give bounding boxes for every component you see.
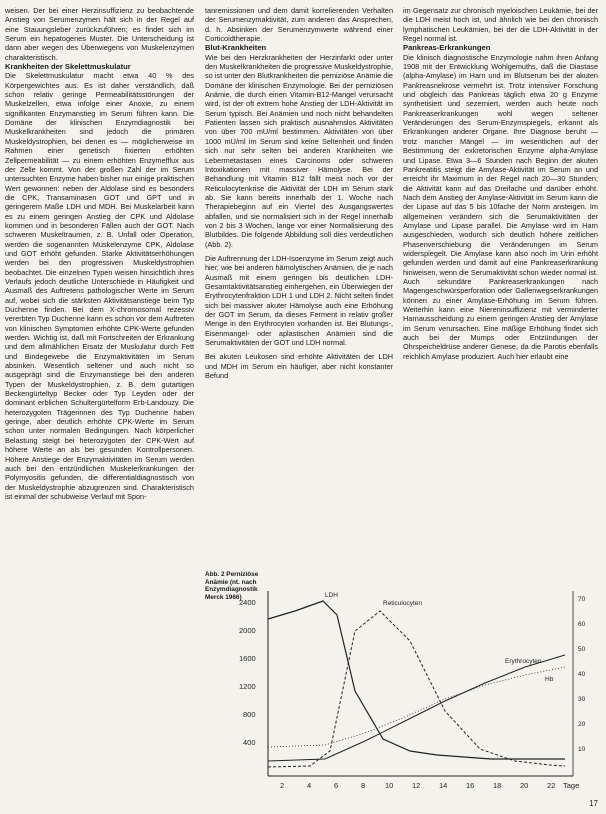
- section-heading: Pankreas-Erkrankungen: [403, 43, 491, 53]
- paragraph: weisen. Der bei einer Herzinsuffizienz zu beobachtende Anstieg von Serumenzymen hält sich in der Regel auf eine Stauungsleber zurückzuführen; es findet sich im Serum ein hepatogenes Muster. Die Unterscheidung ist dann aber wegen des Überwiegens von Muskelenzymen charakteristisch.: [5, 6, 194, 62]
- erythrocyte-curve: [268, 655, 565, 761]
- right-tick: 70: [578, 596, 586, 603]
- reticulocyte-curve: [268, 611, 565, 767]
- paragraph: Die Auftrennung der LDH-Isoenzyme im Serum zeigt auch hier, wie bei anderen hämolytischen Anämien, die je nach Ausmaß mit einem geringen bis deutlichen LDH-Gesamtaktivitätsanstieg einhergehen, ein Überwiegen der Erythrocytenfraktion LDH 1 und LDH 2. Nicht selten findet sich bei massiver akuter Hämolyse auch eine Erhöhung der GOT im Serum, da dieses Ferment in relativ großer Menge in den Erythrocyten vorhanden ist. Bei Blutungs-, Eisenmangel- oder aplastischen Anämien sind die Serumaktivitäten der GOT und LDH normal.: [205, 253, 393, 348]
- right-tick: 10: [578, 746, 586, 753]
- paragraph: Bei akuten Leukosen sind erhöhte Aktivitäten der LDH und MDH im Serum ein häufiger, aber nicht konstanter Befund: [205, 352, 393, 381]
- column-2: [205, 6, 393, 380]
- column-1: [5, 6, 194, 501]
- x-tick: 18: [493, 781, 502, 790]
- right-tick: 20: [578, 721, 586, 728]
- y-tick: 400: [243, 738, 256, 747]
- section-heading: Krankheiten der Skelettmuskulatur: [5, 62, 131, 72]
- paragraph: im Gegensatz zur chronisch myeloischen Leukämie, bei der die LDH meist hoch ist, und ähnlich wie bei den chronisch lymphatischen Leukämien, bei der die LDH-Aktivität in der Regel normal ist.: [403, 6, 598, 44]
- paragraph: Wie bei den Herzkrankheiten der Herzinfarkt oder unter den Muskelkrankheiten die progressive Muskeldystrophie, so ist unter den Blutkrankheiten die perniziöse Anämie die Domäne der klinischen Enzymologie. Bei der perniziösen Anämie, die durch einen Vitamin-B12-Mangel verursacht wird, ist der oft extrem hohe Anstieg der LDH-Aktivität im Serum typisch. Bei Anämien und noch nicht behandelten Patienten lassen sich praktisch ausnahmslos Aktivitäten von über 700 mU/ml bestimmen. Aktivitäten von über 1000 mU/ml im Serum sind keine Seltenheit und finden sich nur sehr selten bei anderen Krankheiten wie Lebermetastasen eines Carcinoms oder schweren Intoxikationen mit massiver Hämolyse. Bei der Behandlung mit Vitamin B12 fällt meist noch vor der Reticulocytenkrise die Aktivität der LDH im Serum stark ab. Sie kann bereits innerhalb der 1. Woche nach Therapiebeginn auf ein Viertel des Ausgangswertes abfallen, und sie normalisiert sich in der Regel innerhalb von 2 bis 3 Wochen, lange vor einer Normalisierung des Blutbildes. Die folgende Abbildung soll dies verdeutlichen (Abb. 2).: [205, 52, 393, 249]
- x-tick: 20: [520, 781, 529, 790]
- x-tick: 10: [385, 781, 394, 790]
- right-tick: 60: [578, 621, 586, 628]
- y-tick: 2000: [239, 626, 256, 635]
- figure-caption: Abb. 2 Perniziöse Anämie (nt. nach Enzymdiagnostik Merck 1966): [205, 571, 259, 601]
- x-unit: Tage: [563, 781, 580, 790]
- x-tick: 22: [547, 781, 556, 790]
- figure-plot: [205, 571, 598, 799]
- curve-label-erythrocytes: Erythrocyten: [505, 658, 542, 665]
- x-tick: 12: [412, 781, 421, 790]
- curve-label-hb: Hb: [545, 676, 554, 683]
- column-3: [403, 6, 598, 361]
- right-tick: 50: [578, 646, 586, 653]
- paragraph: tanremissionen und dem damit korrelierenden Verhalten der Serumenzymaktivität, zum anderen das Ansprechen, d. h. Absinken der Serumenzymwerte während einer Corticoidtherapie.: [205, 6, 393, 44]
- x-tick: 8: [361, 781, 366, 790]
- y-tick: 2400: [239, 598, 256, 607]
- x-tick: 2: [280, 781, 285, 790]
- paragraph: Die klinisch diagnostische Enzymologie nahm ihren Anfang 1908 mit der Entwicklung Wohlgemuths, daß die Diastase (alpha-Amylase) im Harn und im Blutserum bei der akuten Pankreasnekrose vermehrt ist. Trotz intensiver Forschung und obgleich das Pankreas täglich etwa 20 g Enzyme synthetisiert und sezerniert, werden auch heute noch Pankreaserkrankungen wohl wegen seltener Veränderungen des Serum-Enzymspiegels, erkannt als Erkrankungen anderer Organe. Ihre Diagnose beruht — trotz mancher Mängel — im wesentlichen auf der Bestimmung der exkretorischen Enzyme alpha-Amylase und Lipase. Etwa 3—6 Stunden nach Beginn der akuten Pankreatitis steigt die Amylase-Aktivität im Serum an und erreicht ihr Maximum in der Regel nach 20—30 Stunden; die Aktivität kann auf das Dreifache und darüber erhöht. Nach dem Anstieg der Amylase-Aktivität im Serum kann die der Lipase auf das 5 bis 10fache der Norm ansteigen. Im allgemeinen verändern sich die Serumaktivitäten der Amylase und Lipase parallel. Die Amylase wird im Harn ausgeschieden, wodurch sich deutlich höhere zeitlichen Phasenverschiebung die Veränderungen im Serum widerspiegelt. Die Amylase kann also noch im Urin erhöht gefunden werden und damit auf eine Pankreaserkrankung hinweisen, wenn die Serumaktivität schon wieder normal ist. Auch sekundäre Pankreaserkrankungen nach Magengeschwürsperforation oder Gallenwegserkrankungen können zu einer Amylase-Erhöhung im Serum führen. Weiterhin kann eine Niereninsuffizienz mit verminderter Harnausscheidung zu einem geringen Anstieg der Amylase im Serum verursachen. Eine mäßige Erhöhung findet sich auch bei der Mumps oder Entzündungen der Ohrspeicheldrüse anderer Genese, da die Parotis ebenfalls reichlich Amylase produziert. Auch hier erlaubt eine: [403, 52, 598, 361]
- page-number: 17: [589, 799, 598, 808]
- curve-label-reticulocytes: Reticulocyten: [383, 600, 423, 607]
- right-tick: 40: [578, 671, 586, 678]
- paragraph: Die Skelettmuskulatur macht etwa 40 % des Körpergewichtes aus. Es ist daher verständlich, daß schon relativ geringe Permeabilitätsstörungen der Muskelzellen, etwa infolge einer Anoxie, zu einem signifikanten Enzymanstieg im Serum führen kann. Die Domäne der klinischen Enzymdiagnostik bei Muskelkrankheiten sind jedoch die primären Muskeldystrophien, bei denen es — möglicherweise im Rahmen einer genetisch fixierten erhöhten Zellpermeabilität — zu einem erhöhten Enzymefflux aus der Zelle kommt. Von der großen Zahl der im Serum untersuchten Enzyme haben bisher nur einige praktischen Wert gewonnen: neben der Aldolase sind es besonders die CPK, Transaminasen GOT und GPT und in geringerem Maße LDH und MDH. Bei Muskelarbeit kann es zu einem geringen Anstieg der CPK und Aldolase kommen und in besonderen Fällen auch der GOT. Nach schweren Muskeltraumen, z. B. Unfall oder Operation, werden die sogenannten Muskelenzyme CPK, Aldolase und GOT erhöht gefunden. Starke Aktivitätserhöhungen werden bei den progressiven Muskeldystrophien beobachtet. Die einzelnen Typen weisen hinsichtlich ihres Verlaufs jedoch deutliche Unterschiede in Häufigkeit und Ausmaß des Auftretens pathologischer Werte im Serum auf, wobei sich die stärksten Aktivitätsanstiege beim Typ Duchenne finden. Bei dem X-chromosomal rezessiv vererbten Typ Duchenne kann es schon vor dem Auftreten von klinischen Symptomen erhöhte CPK-Werte gefunden werden. Wichtig ist, daß mit Fortschreiten der Erkrankung und dem allmählichen Ersatz der Muskulatur durch Fett und Bindegewebe die Enzymaktivitäten im Serum absinken. Wesentlich seltener und auch nicht so ausgeprägt sind die Enzymanstiege bei den anderen Typen der Muskeldystrophien, z. B. dem gutartigen Beckengürteltyp Becker oder Typ Leyden oder der dominant erblichen Schultergürtelform Erb-Landouzy. Die heterozygoten Trägerinnen des Typ Duchenne haben geringe, aber deutlich erhöhte CPK-Werte im Serum schon unter normalen Bedingungen. Nach körperlicher Belastung steigt bei heterozygoten der CPK-Wert auf höhere Werte an als bei gesunden Kontrollpersonen. Höhere Anstiege der Enzymaktivitäten im Serum werden auch bei den entzündlichen Muskelerkrankungen der Polymyositis gefunden, die differentialdiagnostisch von der Muskeldystrophie abzugrenzen sind. Charakteristisch ist einmal der schubweise Verlauf mit Spon-: [5, 71, 194, 501]
- section-heading: Blut-Krankheiten: [205, 43, 267, 53]
- x-tick: 6: [334, 781, 339, 790]
- y-tick: 800: [243, 710, 256, 719]
- ldh-curve: [268, 601, 565, 759]
- y-tick: 1600: [239, 654, 256, 663]
- x-tick: 14: [439, 781, 448, 790]
- x-tick: 4: [307, 781, 312, 790]
- curve-label-ldh: LDH: [325, 592, 339, 599]
- figure-abb-2: [205, 571, 598, 799]
- right-tick: 30: [578, 696, 586, 703]
- hb-curve: [268, 667, 565, 747]
- x-tick: 16: [466, 781, 475, 790]
- y-tick: 1200: [239, 682, 256, 691]
